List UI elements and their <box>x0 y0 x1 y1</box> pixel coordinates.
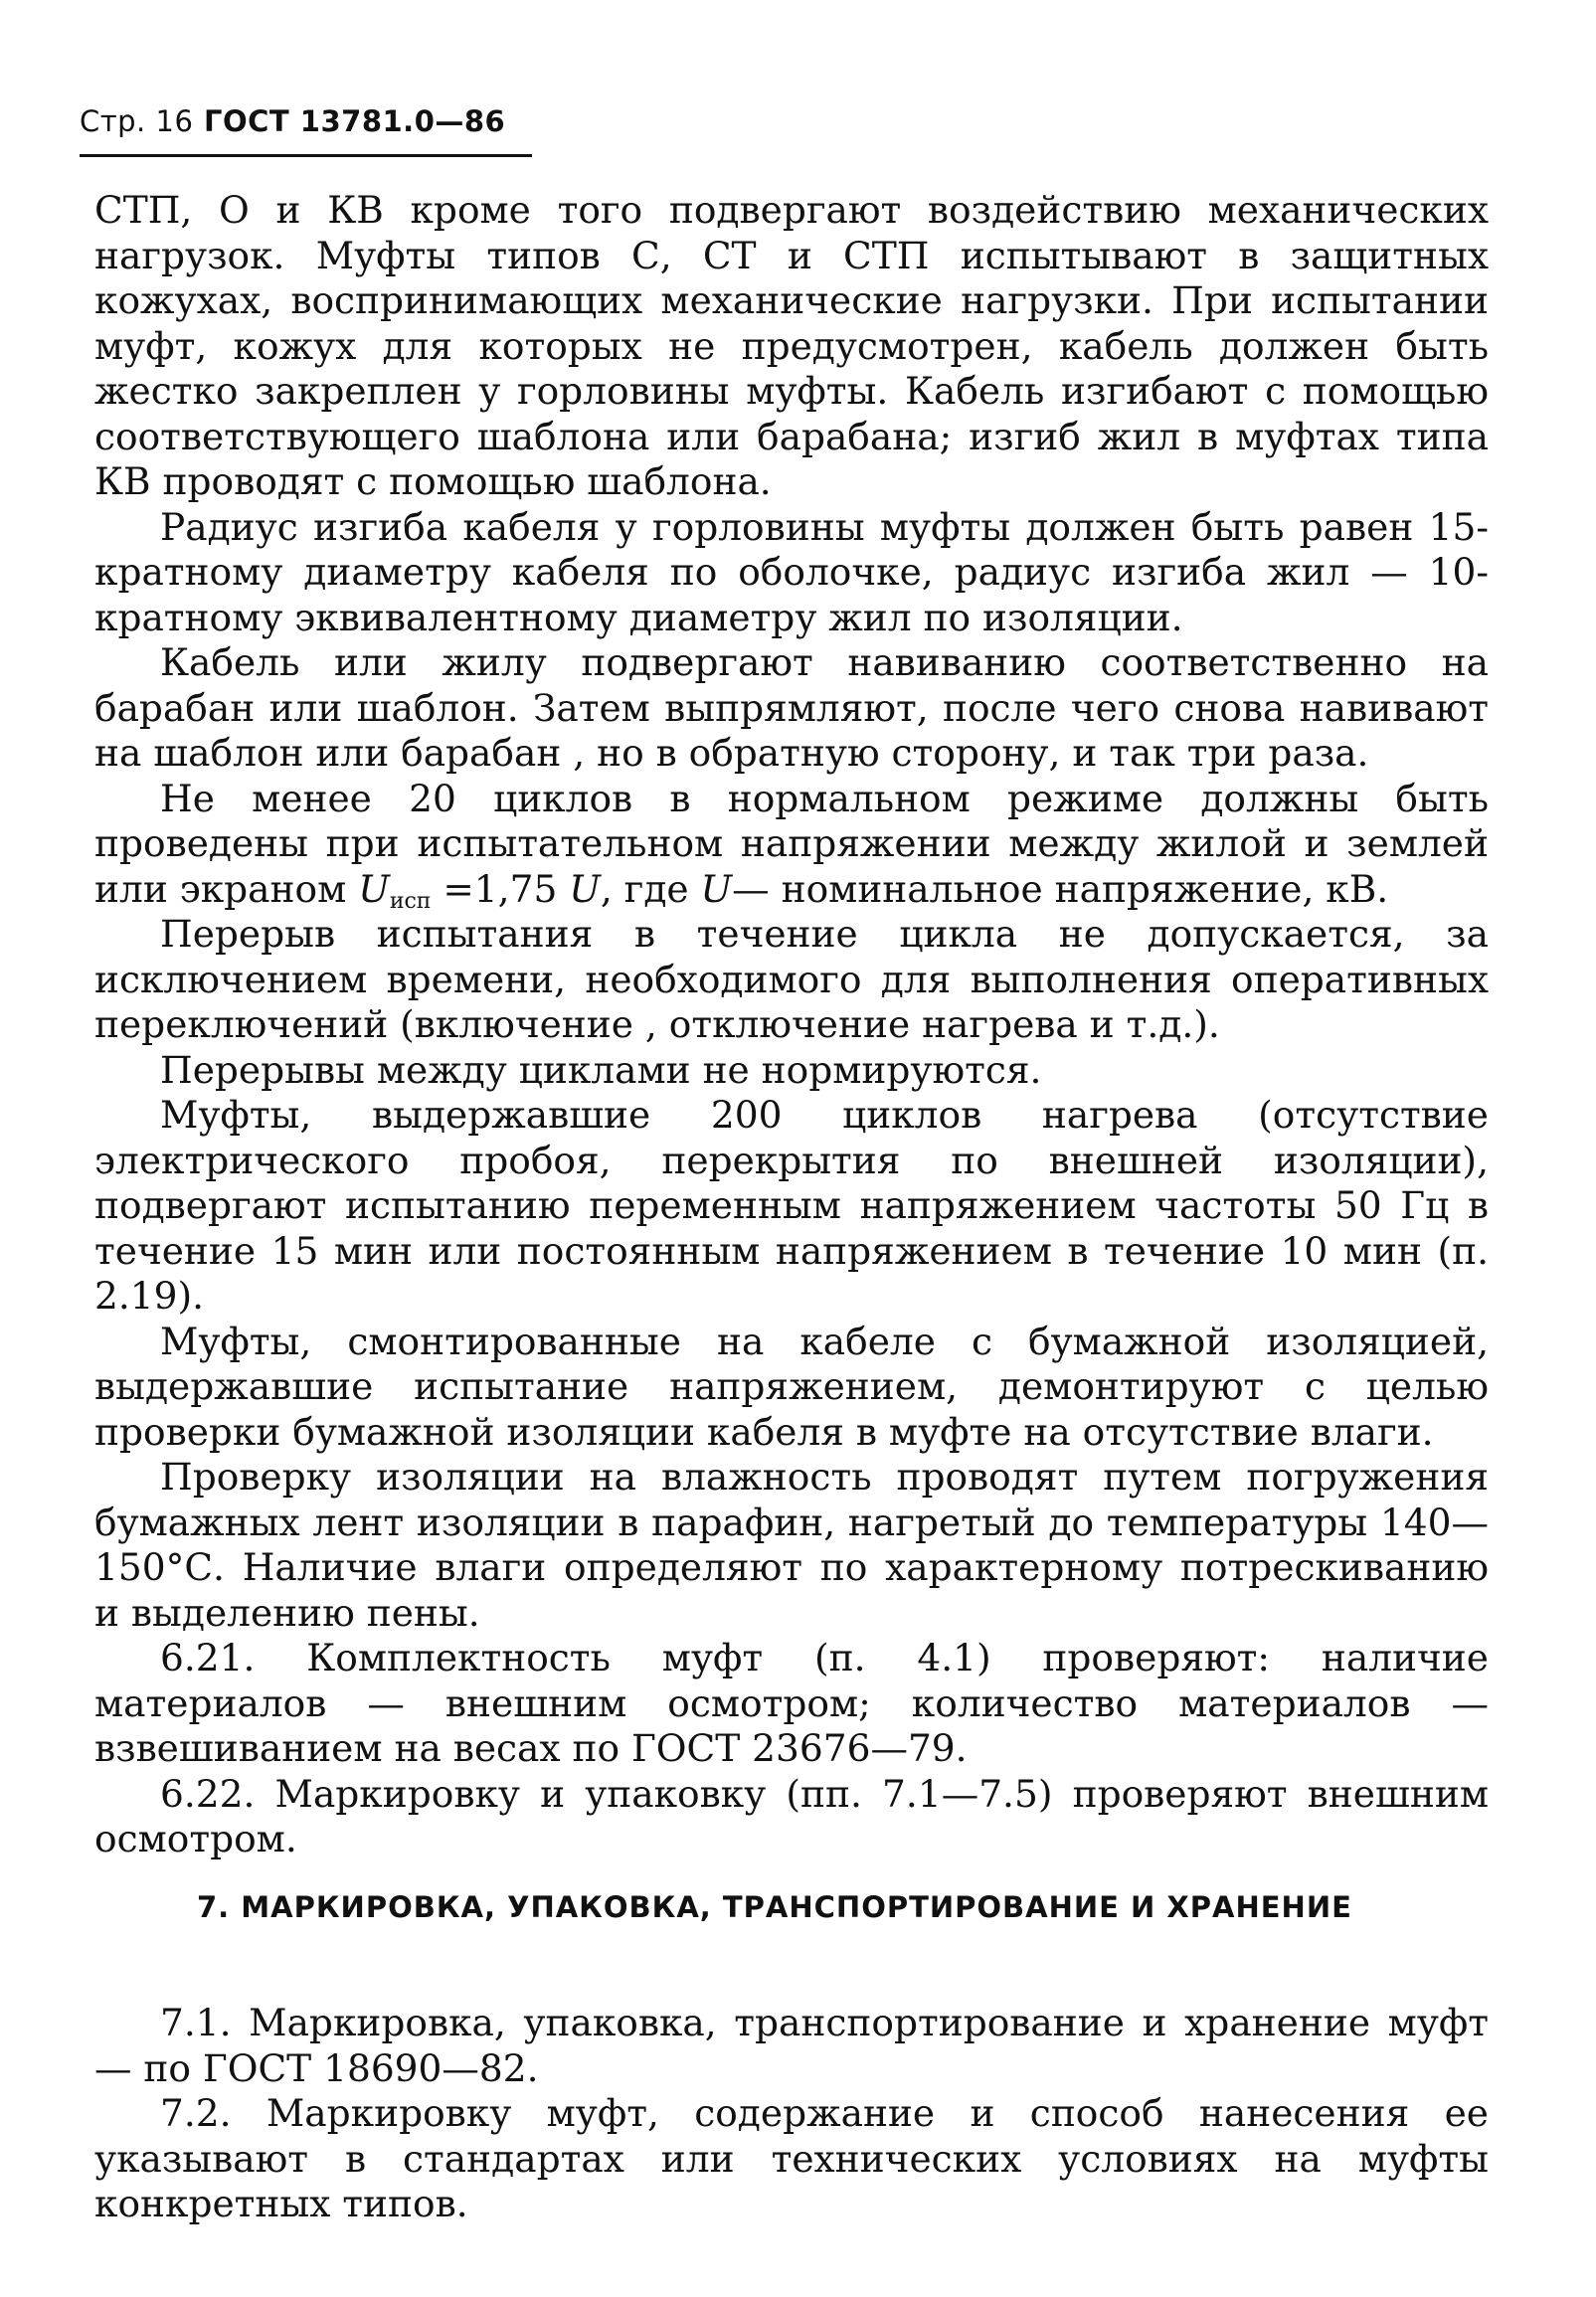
paragraph: Перерыв испытания в течение цикла не допускается, за исключением времени, необходимого для выполнения оперативных переключений (включение , отключение нагрева и т.д.). <box>94 912 1489 1046</box>
standard-code: ГОСТ 13781.0—86 <box>204 104 506 138</box>
paragraph: Радиус изгиба кабеля у горловины муфты должен быть равен 15-кратному диаметру кабеля по оболочке, радиус изгиба жил — 10-кратному эквивалентному диаметру жил по изоляции. <box>94 504 1489 639</box>
paragraph: Кабель или жилу подвергают навиванию соответственно на барабан или шаблон. Затем выпрямляют, после чего снова навивают на шаблон или барабан , но в обратную сторону, и так три раза. <box>94 640 1489 775</box>
clause-6-22: 6.22. Маркировку и упаковку (пп. 7.1—7.5) проверяют внешним осмотром. <box>94 1771 1489 1860</box>
body-text <box>94 188 1489 1862</box>
paragraph: СТП, О и КВ кроме того подвергают воздействию механических нагрузок. Муфты типов С, СТ и СТП испытывают в защитных кожухах, воспринимающих механические нагрузки. При испытании муфт, кожух для которых не предусмотрен, кабель должен быть жестко закреплен у горловины муфты. Кабель изгибают с помощью соответствующего шаблона или барабана; изгиб жил в муфтах типа КВ проводят с помощью шаблона. <box>94 188 1489 503</box>
section-7-text <box>94 2001 1489 2227</box>
section-heading: 7. МАРКИРОВКА, УПАКОВКА, ТРАНСПОРТИРОВАНИЕ И ХРАНЕНИЕ <box>197 1890 1352 1924</box>
clause-7-1: 7.1. Маркировка, упаковка, транспортирование и хранение муфт — по ГОСТ 18690—82. <box>94 2001 1489 2090</box>
running-header <box>80 104 506 138</box>
paragraph: Перерывы между циклами не нормируются. <box>160 1047 1042 1092</box>
header-rule <box>80 154 532 157</box>
paragraph: Проверку изоляции на влажность проводят путем погружения бумажных лент изоляции в парафин, нагретый до температуры 140—150°С. Наличие влаги определяют по характерному потрескиванию и выделению пены. <box>94 1455 1489 1635</box>
page-number: Стр. 16 <box>80 104 194 138</box>
clause-6-21: 6.21. Комплектность муфт (п. 4.1) проверяют: наличие материалов — внешним осмотром; количество материалов — взвешиванием на весах по ГОСТ 23676—79. <box>94 1636 1489 1770</box>
formula: $U_{исп} =1,75$ U <box>358 866 601 914</box>
paragraph: Муфты, смонтированные на кабеле с бумажной изоляцией, выдержавшие испытание напряжением, демонтируют с целью проверки бумажной изоляции кабеля в муфте на отсутствие влаги. <box>94 1319 1489 1454</box>
clause-7-2: 7.2. Маркировку муфт, содержание и способ нанесения ее указывают в стандартах или технических условиях на муфты конкретных типов. <box>94 2091 1489 2225</box>
paragraph-test-voltage: Не менее 20 циклов в нормальном режиме должны быть проведены при испытательном напряжении между жилой и землей или экраном $U_{исп} =1,75$ U, где U— номинальное напряжение, кВ. <box>94 776 1489 914</box>
paragraph: Муфты, выдержавшие 200 циклов нагрева (отсутствие электрического пробоя, перекрытия по внешней изоляции), подвергают испытанию переменным напряжением частоты 50 Гц в течение 15 мин или постоянным напряжением в течение 10 мин (п. 2.19). <box>94 1093 1489 1318</box>
